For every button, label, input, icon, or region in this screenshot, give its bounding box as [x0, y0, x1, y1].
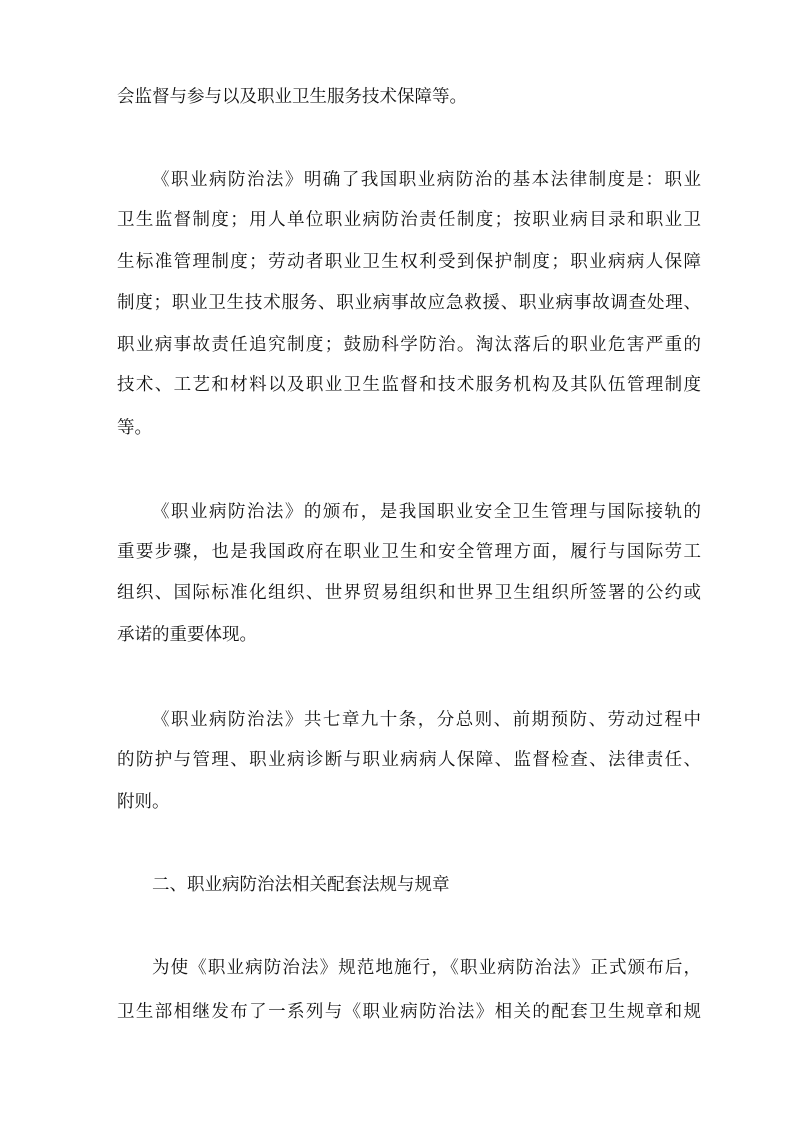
paragraph-line: 卫生监督制度；用人单位职业病防治责任制度；按职业病目录和职业卫	[117, 210, 701, 230]
paragraph-line: 附则。	[117, 792, 170, 812]
paragraph-line: 《职业病防治法》明确了我国职业病防治的基本法律制度是：职业	[152, 170, 701, 190]
paragraph-line: 为使《职业病防治法》规范地施行，《职业病防治法》正式颁布后，	[152, 958, 701, 978]
paragraph-line: 生标准管理制度；劳动者职业卫生权利受到保护制度；职业病病人保障	[117, 252, 701, 272]
paragraph-line: 承诺的重要体现。	[117, 625, 257, 645]
paragraph-line: 制度；职业卫生技术服务、职业病事故应急救援、职业病事故调查处理、	[117, 293, 701, 313]
section-heading: 二、职业病防治法相关配套法规与规章	[152, 875, 450, 895]
paragraph-line: 卫生部相继发布了一系列与《职业病防治法》相关的配套卫生规章和规	[117, 1002, 701, 1022]
paragraph-line: 重要步骤，也是我国政府在职业卫生和安全管理方面，履行与国际劳工	[117, 542, 701, 562]
paragraph-line: 等。	[117, 418, 152, 438]
paragraph-line: 会监督与参与以及职业卫生服务技术保障等。	[117, 87, 467, 107]
paragraph-line: 《职业病防治法》共七章九十条，分总则、前期预防、劳动过程中	[152, 710, 701, 730]
paragraph-line: 的防护与管理、职业病诊断与职业病病人保障、监督检查、法律责任、	[117, 750, 701, 770]
paragraph-line: 《职业病防治法》的颁布，是我国职业安全卫生管理与国际接轨的	[152, 502, 701, 522]
paragraph-line: 技术、工艺和材料以及职业卫生监督和技术服务机构及其队伍管理制度	[117, 375, 701, 395]
paragraph-line: 组织、国际标准化组织、世界贸易组织和世界卫生组织所签署的公约或	[117, 583, 701, 603]
paragraph-line: 职业病事故责任追究制度；鼓励科学防治。淘汰落后的职业危害严重的	[117, 335, 701, 355]
